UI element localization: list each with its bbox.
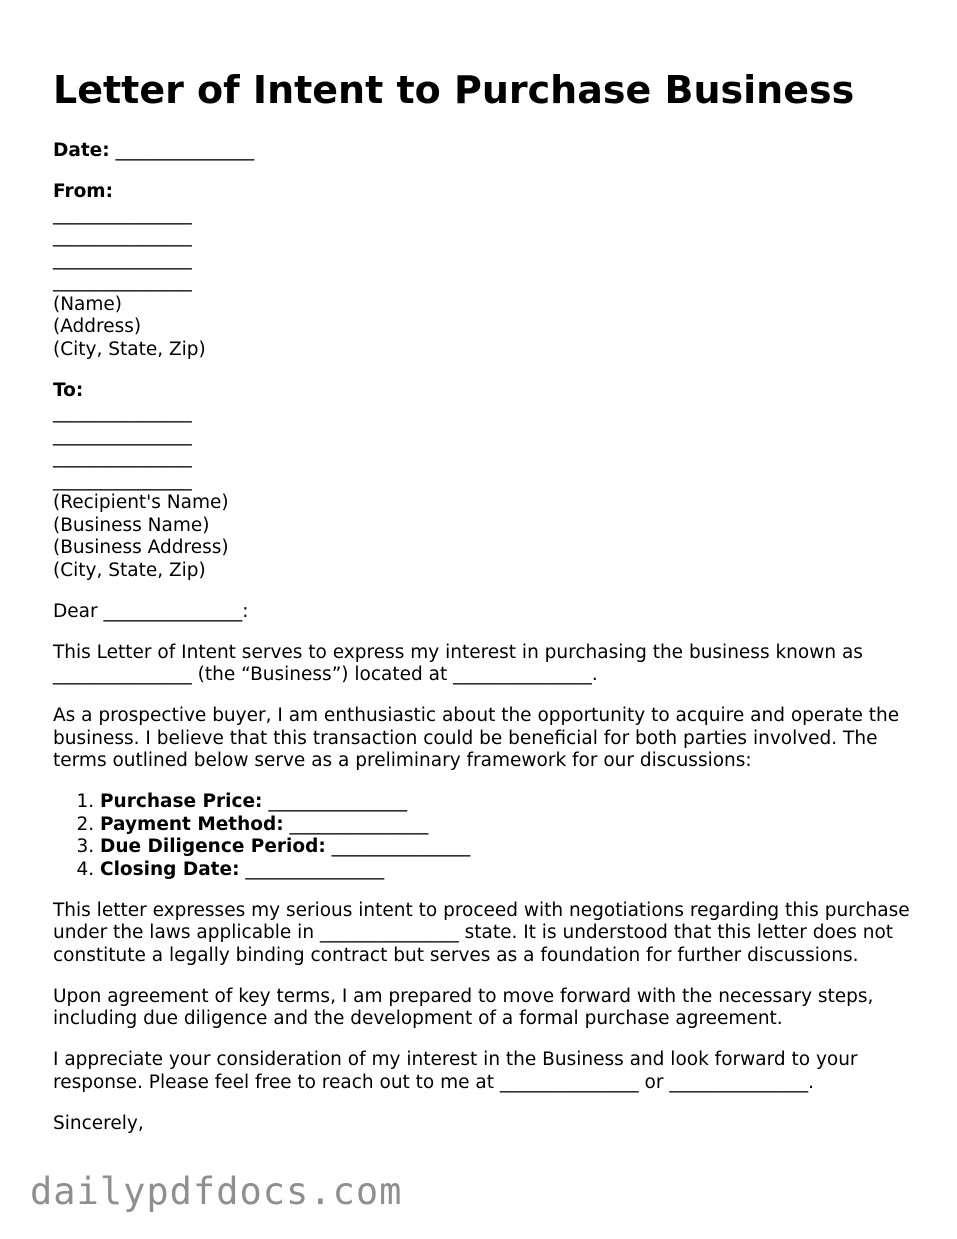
legal-text-a: This letter expresses my serious intent to proceed with negotiations regarding this purchase under the laws applicable in	[53, 899, 910, 943]
due-diligence-label: Due Diligence Period:	[100, 836, 326, 857]
to-business-address-hint: (Business Address)	[53, 537, 229, 558]
contact-text-b: or	[644, 1071, 664, 1093]
contact-blank-1: _______________	[499, 1071, 639, 1093]
to-blank-3: _______________	[53, 447, 192, 468]
contact-text-c: .	[808, 1071, 815, 1093]
salutation-blank: _______________	[103, 600, 243, 622]
from-label: From:	[53, 181, 113, 202]
from-blank-4: _______________	[53, 271, 192, 292]
closing: Sincerely,	[53, 1112, 144, 1134]
to-label: To:	[53, 379, 84, 401]
intent-paragraph	[53, 642, 913, 687]
to-blank-1: _______________	[53, 402, 192, 423]
list-item	[100, 859, 913, 882]
salutation-suffix: :	[242, 600, 249, 622]
payment-method-blank: _______________	[289, 813, 429, 835]
to-recipient-hint: (Recipient's Name)	[53, 492, 229, 513]
legal-text-b: state. It is understood that this letter does not constitute a legally binding contract but serves as a foundation for further discussions.	[53, 922, 894, 966]
list-item	[100, 791, 913, 814]
state-blank: _______________	[319, 922, 459, 943]
intent-text-a: This Letter of Intent serves to express my interest in purchasing the business known as	[53, 641, 863, 663]
closing-date-blank: _______________	[245, 858, 385, 880]
payment-method-label: Payment Method:	[100, 813, 284, 835]
business-location-blank: _______________	[453, 664, 592, 685]
from-blank-1: _______________	[53, 203, 192, 225]
to-blank-2: _______________	[53, 424, 192, 446]
to-blank-4: _______________	[53, 469, 192, 491]
intent-text-c: .	[591, 664, 598, 685]
contact-blank-2: _______________	[669, 1071, 809, 1093]
due-diligence-blank: _______________	[331, 836, 471, 857]
purchase-price-blank: _______________	[268, 791, 408, 812]
from-blank-3: _______________	[53, 248, 192, 270]
page-title: Letter of Intent to Purchase Business	[53, 68, 855, 112]
to-city-hint: (City, State, Zip)	[53, 559, 206, 581]
contact-paragraph	[53, 1049, 913, 1094]
watermark: dailypdfdocs.com	[30, 1170, 403, 1213]
from-blank-2: _______________	[53, 226, 192, 247]
letter-page	[53, 66, 913, 1154]
list-item	[100, 814, 913, 837]
closing-date-label: Closing Date:	[100, 858, 240, 880]
date-blank: _______________	[115, 140, 255, 161]
from-name-hint: (Name)	[53, 293, 123, 315]
business-name-blank: _______________	[53, 664, 192, 685]
date-label: Date:	[53, 140, 110, 161]
date-line	[53, 140, 913, 163]
salutation-prefix: Dear	[53, 600, 98, 622]
to-block	[53, 380, 913, 583]
from-city-hint: (City, State, Zip)	[53, 338, 206, 360]
legal-paragraph	[53, 900, 913, 968]
from-address-hint: (Address)	[53, 316, 142, 337]
buyer-paragraph: As a prospective buyer, I am enthusiastic about the opportunity to acquire and operate the business. I believe that this transaction could be beneficial for both parties involved. The terms outlined below serve as a preliminary framework for our discussions:	[53, 705, 900, 771]
list-item	[100, 836, 913, 859]
intent-text-b: (the “Business”) located at	[197, 664, 448, 685]
salutation	[53, 601, 913, 624]
agreement-paragraph: Upon agreement of key terms, I am prepared to move forward with the necessary steps, including due diligence and the development of a formal purchase agreement.	[53, 985, 874, 1029]
contact-text-a: I appreciate your consideration of my interest in the Business and look forward to your response. Please feel free to reach out to me at	[53, 1049, 858, 1093]
terms-list	[53, 791, 913, 881]
purchase-price-label: Purchase Price:	[100, 791, 263, 812]
from-block	[53, 181, 913, 361]
to-business-name-hint: (Business Name)	[53, 514, 210, 536]
